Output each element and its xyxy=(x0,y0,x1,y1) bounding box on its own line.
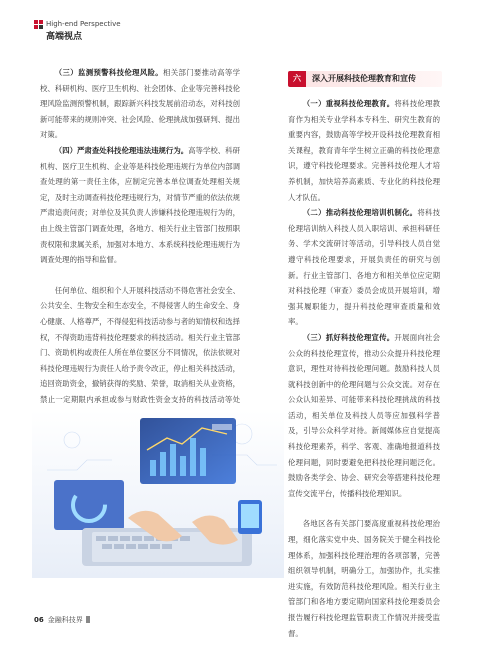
paragraph-education xyxy=(288,96,440,205)
section-number: 六 xyxy=(288,71,306,87)
section-title: 深入开展科技伦理教育和宣传 xyxy=(312,74,416,83)
page-number: 06 xyxy=(34,616,44,624)
paragraph-conclusion xyxy=(288,516,440,641)
logo-icon xyxy=(34,20,43,32)
paragraph-heading: （三）抓好科技伦理宣传。 xyxy=(302,332,395,342)
magazine-name: 金融科技界 xyxy=(47,616,83,624)
paragraph-text: 将科技伦理培训纳入科技人员入职培训、承担科研任务、学术交流研讨等活动，引导科技人员自觉遵守科技伦理要求，开展负责任的研究与创新。行业主管部门、各地方和相关单位应定期对科技伦理（审查）委员会成员开展培训，增强其履职能力，提升科技伦理审查质量和效率。 xyxy=(288,208,440,327)
footer-divider xyxy=(86,616,90,623)
left-column xyxy=(40,65,240,454)
paragraph-heading: （一）重视科技伦理教育。 xyxy=(302,99,395,108)
paragraph-publicity xyxy=(288,330,440,502)
paragraph-heading: （二）推动科技伦理培训机制化。 xyxy=(302,208,418,218)
section-heading xyxy=(288,71,442,87)
paragraph-investigation xyxy=(40,143,240,268)
right-column xyxy=(288,96,440,641)
paragraph-text: 各地区各有关部门要高度重视科技伦理治理，细化落实党中央、国务院关于健全科技伦理体系，加强科技伦理治理的各项部署，完善组织领导机制，明确分工，加强协作，扎实推进实施，有效防范科技伦理风险。相关行业主管部门和各地方要定期向国家科技伦理委员会报告履行科技伦理监管职责工作情况并接受监督。 xyxy=(288,519,440,638)
paragraph-text: 将科技伦理教育作为相关专业学科本专科生、研究生教育的重要内容，鼓励高等学校开设科技伦理教育相关课程，教育青年学生树立正确的科技伦理意识，遵守科技伦理要求。完善科技伦理人才培养机制，加快培养高素质、专业化的科技伦理人才队伍。 xyxy=(288,99,440,202)
header-english: High-end Perspective xyxy=(46,20,121,28)
page-footer xyxy=(34,615,90,625)
paragraph-heading: （四）严肃查处科技伦理违法违规行为。 xyxy=(54,145,189,155)
paragraph-text: 开展面向社会公众的科技伦理宣传，推动公众提升科技伦理意识，理性对待科技伦理问题。鼓励科技人员就科技创新中的伦理问题与公众交流。对存在公众认知差异、可能带来科技伦理挑战的科技活动，相关单位及科技人员等应加强科学普及，引导公众科学对待。新闻媒体应自觉提高科技伦理素养，科学、客观、准确地报道科技伦理问题，同时要避免把科技伦理问题泛化。鼓励各类学会、协会、研究会等搭建科技伦理宣传交流平台，传播科技伦理知识。 xyxy=(288,332,440,498)
tech-illustration xyxy=(32,410,284,578)
paragraph-heading: （三）监测预警科技伦理风险。 xyxy=(54,68,164,77)
header-chinese: 高端视点 xyxy=(46,32,83,42)
paragraph-text: 高等学校、科研机构、医疗卫生机构、企业等是科技伦理违规行为单位内部调查处理的第一责任主体，应制定完善本单位调查处理相关规定，及时主动调查科技伦理违规行为，对情节严重的依法依规严肃追责问责；对单位及其负责人涉嫌科技伦理违规行为的，由上级主管部门调查处理，各地方、相关行业主管部门按照职责权限和隶属关系，加强对本地方、本系统科技伦理违规行为调查处理的指导和监督。 xyxy=(40,145,240,265)
paragraph-text: 任何单位、组织和个人开展科技活动不得危害社会安全、公共安全、生物安全和生态安全，不得侵害人的生命安全、身心健康、人格尊严，不得侵犯科技活动参与者的知情权和选择权，不得资助违背科技伦理要求的科技活动。相关行业主管部门、资助机构或责任人所在单位要区分不同情况，依法依规对科技伦理违规行为责任人给予责令改正，停止相关科技活动，追回资助资金，撤销获得的奖励、荣誉，取消相关从业资格，禁止一定期限内承担或参与财政性资金支持的科技活动等处 xyxy=(40,285,240,404)
paragraph-text: 相关部门要推动高等学校、科研机构、医疗卫生机构、社会团体、企业等完善科技伦理风险监测预警机制，跟踪新兴科技发展前沿动态，对科技创新可能带来的规则冲突、社会风险、伦理挑战加强研判、提出对策。 xyxy=(40,68,240,140)
paragraph-training xyxy=(288,205,440,330)
paragraph-monitoring xyxy=(40,65,240,143)
